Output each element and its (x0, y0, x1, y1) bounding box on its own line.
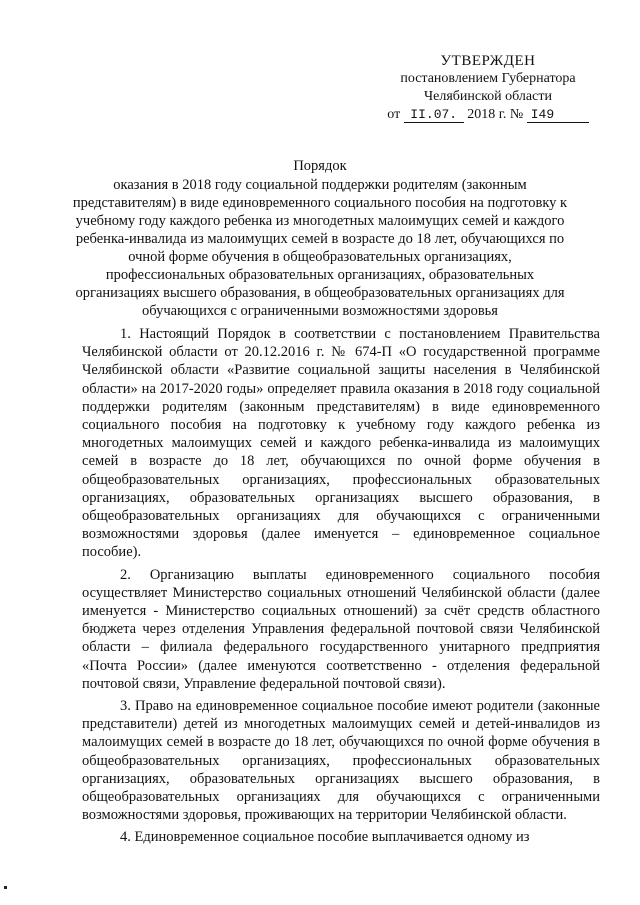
title-line: обучающихся с ограниченными возможностями здоровья (142, 303, 498, 319)
approval-number: I49 (527, 107, 589, 123)
paragraph-2: 2. Организацию выплаты единовременного социального пособия осуществляет Министерство социальных отношений Челябинской области (далее именуется - Министерство социальных отношений) за счёт средств областного бюджета через отделения Управления федеральной почтовой связи Челябинской области – филиала федерального государственного унитарного предприятия «Почта России» (далее именуются соответственно - отделения федеральной почтовой связи, Управление федеральной почтовой связи). (82, 566, 600, 692)
approval-line-1: постановлением Губернатора (400, 71, 576, 86)
title-line: учебному году каждого ребенка из многодетных малоимущих семей и каждого (75, 213, 565, 229)
title-line: ребенка-инвалида из малоимущих семей в возрасте до 18 лет, обучающихся по (75, 231, 565, 247)
title-line: организациях высшего образования, в общеобразовательных организациях для (75, 285, 565, 301)
scan-speck (4, 886, 7, 889)
paragraph-1: 1. Настоящий Порядок в соответствии с постановлением Правительства Челябинской области от 20.12.2016 г. № 674-П «О государственной программе Челябинской области «Развитие социальной защиты населения в Челябинской области» на 2017-2020 годы» определяет правила оказания в 2018 году социальной поддержки родителям (законным представителям) в виде единовременного социального пособия на подготовку к учебному году каждого ребенка из многодетных малоимущих семей и каждого ребенка-инвалида из малоимущих семей в возрасте до 18 лет, обучающихся по очной форме обучения в общеобразовательных организациях, профессиональных образовательных организациях, образовательных организациях высшего образования, в общеобразовательных организациях для обучающихся с ограниченными возможностями здоровья (далее именуется – единовременное социальное пособие). (82, 326, 600, 561)
approval-line-2: Челябинской области (424, 89, 552, 104)
approval-stamp (368, 52, 608, 124)
approval-date-line (368, 106, 608, 124)
document-body (82, 325, 600, 851)
paragraph-3: 3. Право на единовременное социальное пособие имеют родители (законные представители) детей из многодетных малоимущих семей и детей-инвалидов из малоимущих семей в возрасте до 18 лет, обучающихся по очной форме обучения в общеобразовательных организациях, профессиональных образовательных организациях, образовательных организациях высшего образования, в общеобразовательных организациях для обучающихся с ограниченными возможностями здоровья, проживающих на территории Челябинской области. (82, 698, 600, 824)
title-word: Порядок (293, 158, 347, 174)
approval-year: 2018 г. № (467, 107, 524, 122)
approval-heading: УТВЕРЖДЕН (440, 53, 536, 69)
title-line: очной форме обучения в общеобразовательных организациях, (128, 249, 512, 265)
title-line: профессиональных образовательных организациях, образовательных (105, 267, 535, 283)
title-line: оказания в 2018 году социальной поддержки родителям (законным (113, 177, 527, 193)
document-title (70, 157, 570, 320)
approval-date: II.07. (404, 107, 464, 123)
paragraph-4: 4. Единовременное социальное пособие выплачивается одному из (120, 829, 530, 846)
approval-prefix: от (387, 107, 401, 122)
title-line: представителям) в виде единовременного социального пособия на подготовку к (72, 195, 568, 211)
